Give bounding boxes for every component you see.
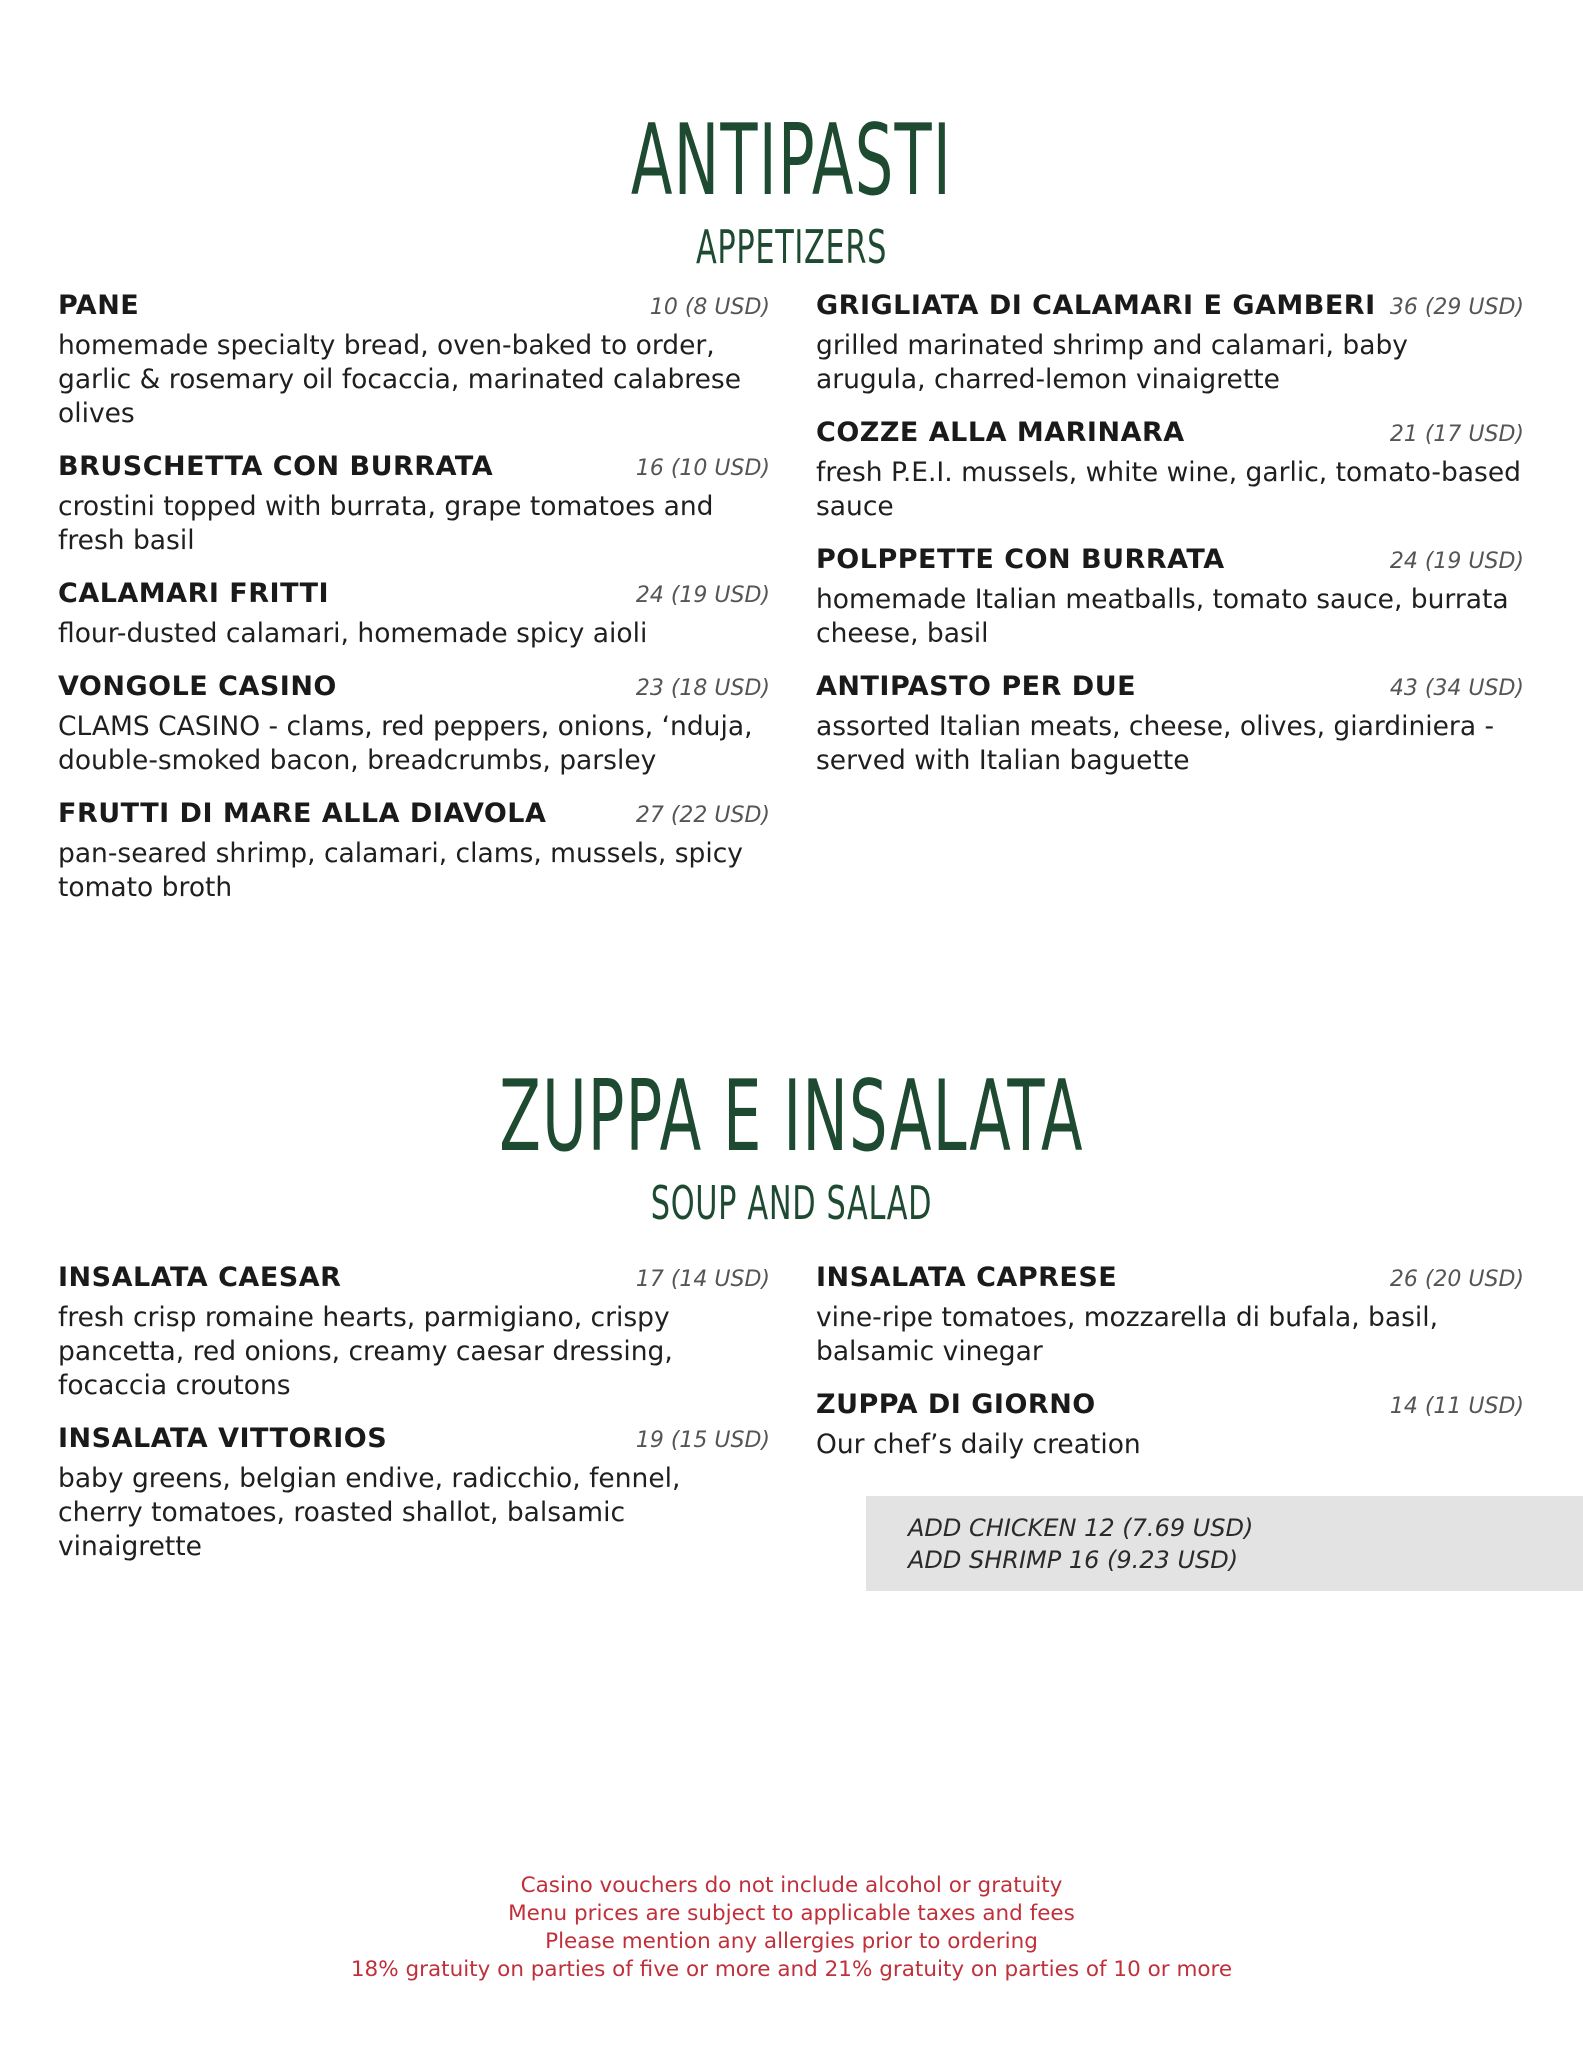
menu-item-header — [816, 1262, 1524, 1293]
menu-item-price: 21 (17 USD) — [1389, 422, 1524, 447]
menu-item — [816, 417, 1524, 524]
menu-item-description: flour-dusted calamari, homemade spicy aioli — [58, 618, 648, 649]
zuppa-left-column — [58, 1262, 770, 1584]
menu-item-price: 24 (19 USD) — [1389, 549, 1524, 574]
menu-item-name: COZZE ALLA MARINARA — [816, 417, 1185, 448]
menu-item-name: FRUTTI DI MARE ALLA DIAVOLA — [58, 798, 547, 829]
menu-item — [816, 1262, 1524, 1369]
antipasti-header — [0, 104, 1583, 274]
menu-item-header — [58, 798, 770, 829]
section-subtitle: SOUP AND SALAD — [650, 1176, 933, 1230]
footer-note: Menu prices are subject to applicable taxes and fees — [508, 1901, 1075, 1926]
menu-item — [816, 671, 1524, 778]
add-on-shrimp: ADD SHRIMP 16 (9.23 USD) — [908, 1546, 1239, 1574]
menu-item — [58, 578, 770, 651]
menu-item-header — [58, 1262, 770, 1293]
menu-item-price: 27 (22 USD) — [635, 803, 770, 828]
menu-item-price: 23 (18 USD) — [635, 676, 770, 701]
menu-item-name: INSALATA CAESAR — [58, 1262, 342, 1293]
menu-item-description: CLAMS CASINO - clams, red peppers, onions, ‘nduja, double-smoked bacon, breadcrumbs, parsley — [58, 711, 753, 776]
menu-item-price: 19 (15 USD) — [635, 1428, 770, 1453]
menu-item-name: CALAMARI FRITTI — [58, 578, 330, 609]
zuppa-header — [0, 1060, 1583, 1230]
menu-item-price: 36 (29 USD) — [1389, 295, 1524, 320]
footer-note: 18% gratuity on parties of five or more and 21% gratuity on parties of 10 or more — [350, 1957, 1233, 1982]
menu-item — [816, 1389, 1524, 1462]
menu-item-name: VONGOLE CASINO — [58, 671, 337, 702]
menu-item — [58, 290, 770, 431]
menu-item-name: INSALATA VITTORIOS — [58, 1423, 388, 1454]
menu-item-header — [58, 451, 770, 482]
menu-item-header — [816, 671, 1524, 702]
menu-item — [58, 671, 770, 778]
menu-item-name: ANTIPASTO PER DUE — [816, 671, 1137, 702]
menu-item-description: fresh P.E.I. mussels, white wine, garlic, tomato-based sauce — [816, 457, 1521, 522]
menu-item-price: 26 (20 USD) — [1389, 1267, 1524, 1292]
menu-item-name: PANE — [58, 290, 140, 321]
menu-item-header — [58, 671, 770, 702]
menu-item-name: ZUPPA DI GIORNO — [816, 1389, 1096, 1420]
section-title: ANTIPASTI — [630, 104, 953, 218]
menu-item-price: 24 (19 USD) — [635, 583, 770, 608]
menu-item-header — [816, 290, 1524, 321]
zuppa-right-column — [816, 1262, 1524, 1482]
menu-item-name: GRIGLIATA DI CALAMARI E GAMBERI — [816, 290, 1376, 321]
menu-item-header — [58, 1423, 770, 1454]
menu-item-name: BRUSCHETTA CON BURRATA — [58, 451, 494, 482]
menu-item-description: homemade specialty bread, oven-baked to order, garlic & rosemary oil focaccia, marinated calabrese olives — [58, 330, 741, 429]
menu-item-price: 43 (34 USD) — [1389, 676, 1524, 701]
menu-item — [58, 798, 770, 905]
menu-item-header — [816, 544, 1524, 575]
menu-item-description: homemade Italian meatballs, tomato sauce, burrata cheese, basil — [816, 584, 1509, 649]
menu-item-price: 14 (11 USD) — [1389, 1394, 1524, 1419]
menu-item — [58, 1423, 770, 1564]
menu-item-description: Our chef’s daily creation — [816, 1429, 1141, 1460]
antipasti-right-column — [816, 290, 1524, 798]
menu-item-price: 16 (10 USD) — [635, 456, 770, 481]
menu-item-description: baby greens, belgian endive, radicchio, fennel, cherry tomatoes, roasted shallot, balsamic vinaigrette — [58, 1463, 681, 1562]
footer-note: Casino vouchers do not include alcohol or gratuity — [520, 1873, 1063, 1898]
section-title: ZUPPA E INSALATA — [499, 1060, 1084, 1174]
menu-item-description: fresh crisp romaine hearts, parmigiano, crispy pancetta, red onions, creamy caesar dressing, focaccia croutons — [58, 1302, 673, 1401]
menu-item-description: assorted Italian meats, cheese, olives, giardiniera - served with Italian baguette — [816, 711, 1495, 776]
section-subtitle: APPETIZERS — [695, 220, 888, 274]
menu-item-price: 10 (8 USD) — [649, 295, 770, 320]
add-on-chicken: ADD CHICKEN 12 (7.69 USD) — [908, 1514, 1254, 1542]
menu-item-description: crostini topped with burrata, grape tomatoes and fresh basil — [58, 491, 714, 556]
menu-item-description: grilled marinated shrimp and calamari, baby arugula, charred-lemon vinaigrette — [816, 330, 1408, 395]
menu-item-header — [816, 417, 1524, 448]
menu-item-name: INSALATA CAPRESE — [816, 1262, 1118, 1293]
menu-item — [816, 544, 1524, 651]
add-ons-box — [866, 1496, 1583, 1591]
menu-item — [816, 290, 1524, 397]
menu-item-header — [58, 578, 770, 609]
menu-item — [58, 451, 770, 558]
antipasti-left-column — [58, 290, 770, 925]
menu-item-description: vine-ripe tomatoes, mozzarella di bufala, basil, balsamic vinegar — [816, 1302, 1439, 1367]
menu-item-header — [816, 1389, 1524, 1420]
menu-item-price: 17 (14 USD) — [635, 1267, 770, 1292]
footer-note: Please mention any allergies prior to ordering — [545, 1929, 1038, 1954]
menu-item-description: pan-seared shrimp, calamari, clams, mussels, spicy tomato broth — [58, 838, 743, 903]
menu-item-name: POLPPETTE CON BURRATA — [816, 544, 1225, 575]
menu-item-header — [58, 290, 770, 321]
menu-item — [58, 1262, 770, 1403]
footer-notes — [0, 1872, 1583, 1984]
